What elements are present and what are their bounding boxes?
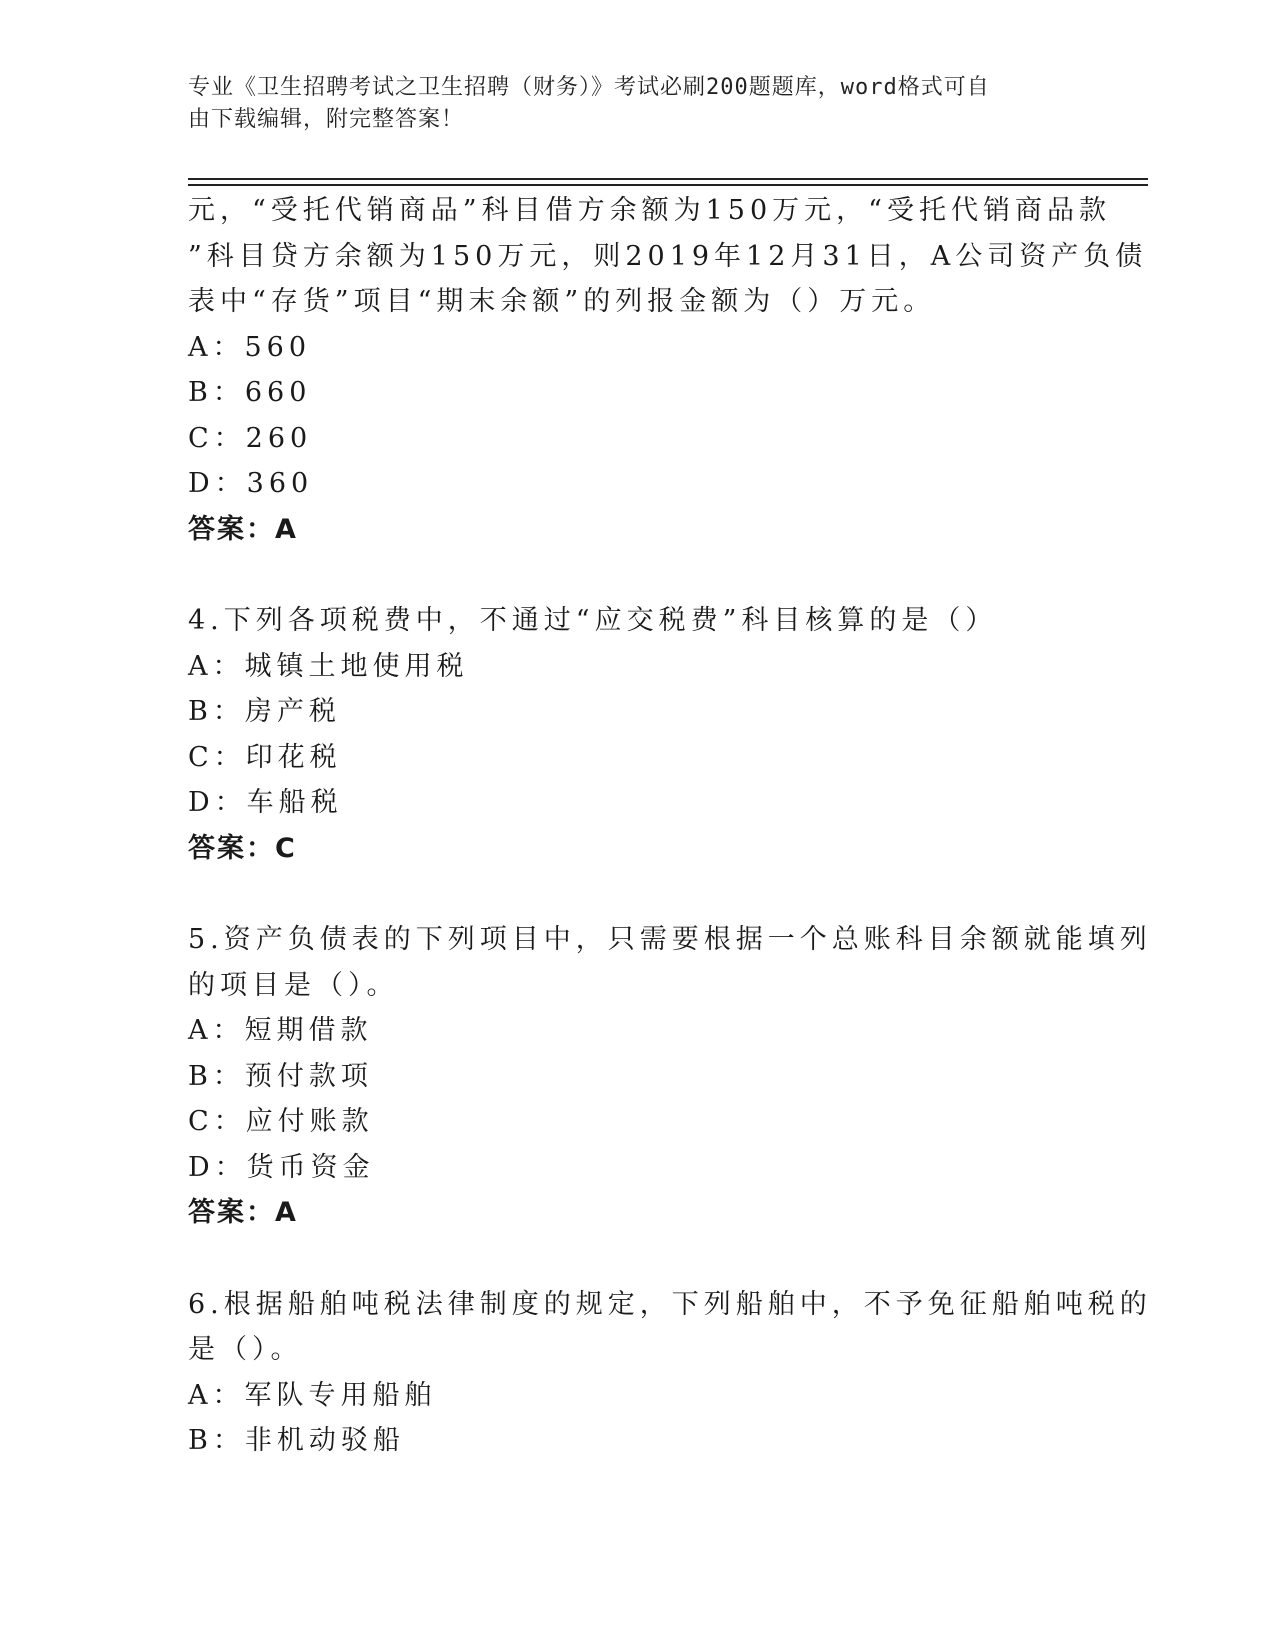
option-d: D：货币资金 <box>188 1151 375 1183</box>
question-text-line: 的项目是（）。 <box>188 969 399 1001</box>
option-b: B：预付款项 <box>188 1060 373 1092</box>
question-text-line: 表中“存货”项目“期末余额”的列报金额为（）万元。 <box>188 286 936 317</box>
option-a: A：短期借款 <box>188 1015 373 1046</box>
option-b: B：660 <box>188 377 312 408</box>
option-c: C：260 <box>188 422 313 454</box>
header-line-2: 由下载编辑，附完整答案！ <box>188 107 465 132</box>
question-4 <box>188 598 1068 871</box>
header-divider-top <box>188 178 1148 180</box>
spacer <box>188 1236 1068 1282</box>
question-text-line: 4.下列各项税费中，不通过“应交税费”科目核算的是（） <box>188 605 998 636</box>
option-c: C：应付账款 <box>188 1106 374 1137</box>
question-text-line: 5.资产负债表的下列项目中，只需要根据一个总账科目余额就能填列 <box>188 924 1152 955</box>
question-text-line: 是（）。 <box>188 1334 303 1365</box>
answer-label: 答案：C <box>188 832 297 864</box>
option-a: A：城镇土地使用税 <box>188 650 469 682</box>
question-text-line: 6.根据船舶吨税法律制度的规定，下列船舶中，不予免征船舶吨税的 <box>188 1288 1152 1320</box>
header-line-1: 专业《卫生招聘考试之卫生招聘（财务）》考试必刷200题题库，word格式可自 <box>188 75 990 100</box>
question-text-line: ”科目贷方余额为150万元，则2019年12月31日，A公司资产负债 <box>188 240 1148 272</box>
question-text-line: 元，“受托代销商品”科目借方余额为150万元，“受托代销商品款 <box>188 195 1111 226</box>
spacer <box>188 552 1068 598</box>
question-content <box>188 188 1152 1464</box>
option-b: B：非机动驳船 <box>188 1425 405 1456</box>
option-d: D：360 <box>188 468 314 499</box>
question-6 <box>188 1282 1152 1464</box>
header-divider-bottom <box>188 184 1148 186</box>
answer-label: 答案：A <box>188 1197 298 1228</box>
spacer <box>188 871 1068 917</box>
question-3 <box>188 188 1148 552</box>
question-5 <box>188 917 1152 1236</box>
answer-label: 答案：A <box>188 513 298 545</box>
option-a: A：560 <box>188 331 312 363</box>
option-c: C：印花税 <box>188 741 342 773</box>
option-d: D：车船税 <box>188 787 343 818</box>
document-header <box>188 72 1068 136</box>
option-b: B：房产税 <box>188 696 341 727</box>
option-a: A：军队专用船舶 <box>188 1379 437 1411</box>
